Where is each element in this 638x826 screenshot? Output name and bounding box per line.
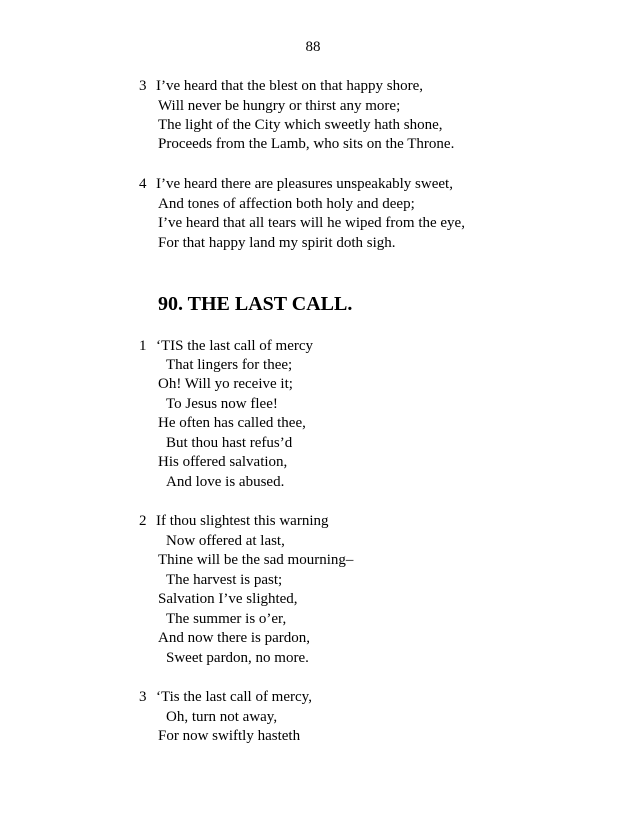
- verse-number: 3: [139, 78, 147, 94]
- verse-line: Oh, turn not away,: [166, 709, 278, 725]
- verse-line: He often has called thee,: [158, 415, 306, 431]
- verse-line: If thou slightest this warning: [156, 513, 329, 529]
- verse-number: 4: [139, 176, 147, 192]
- verse-number: 3: [139, 689, 147, 705]
- hymn-title: 90. THE LAST CALL.: [158, 293, 353, 315]
- page-number: 88: [305, 39, 321, 55]
- verse-line: Oh! Will yo receive it;: [158, 376, 293, 392]
- verse-line: The light of the City which sweetly hath shone,: [158, 117, 443, 133]
- verse-line: But thou hast refus’d: [166, 435, 293, 451]
- verse-line: I’ve heard that all tears will he wiped from the eye,: [158, 215, 465, 231]
- verse-line: To Jesus now flee!: [166, 396, 278, 412]
- verse-line: I’ve heard that the blest on that happy shore,: [156, 78, 423, 94]
- verse-line: Proceeds from the Lamb, who sits on the Throne.: [158, 136, 455, 152]
- verse-line: For that happy land my spirit doth sigh.: [158, 235, 396, 251]
- verse-number: 1: [139, 338, 147, 354]
- verse-line: Thine will be the sad mourning–: [158, 552, 354, 568]
- verse-line: ‘TIS the last call of mercy: [156, 338, 314, 354]
- verse-line: And tones of affection both holy and deep;: [158, 196, 415, 212]
- verse-number: 2: [139, 513, 147, 529]
- verse-line: Now offered at last,: [166, 533, 285, 549]
- verse-line: Salvation I’ve slighted,: [158, 591, 298, 607]
- verse-line: And now there is pardon,: [158, 630, 311, 646]
- verse-line: I’ve heard there are pleasures unspeakably sweet,: [156, 176, 453, 192]
- verse-line: ‘Tis the last call of mercy,: [156, 689, 312, 705]
- verse-line: The summer is o’er,: [166, 611, 287, 627]
- verse-line: Sweet pardon, no more.: [166, 650, 309, 666]
- verse-line: His offered salvation,: [158, 454, 288, 470]
- verse-line: For now swiftly hasteth: [158, 728, 301, 744]
- verse-line: Will never be hungry or thirst any more;: [158, 98, 401, 114]
- verse-line: That lingers for thee;: [166, 357, 293, 373]
- verse-line: The harvest is past;: [166, 572, 283, 588]
- verse-line: And love is abused.: [166, 474, 285, 490]
